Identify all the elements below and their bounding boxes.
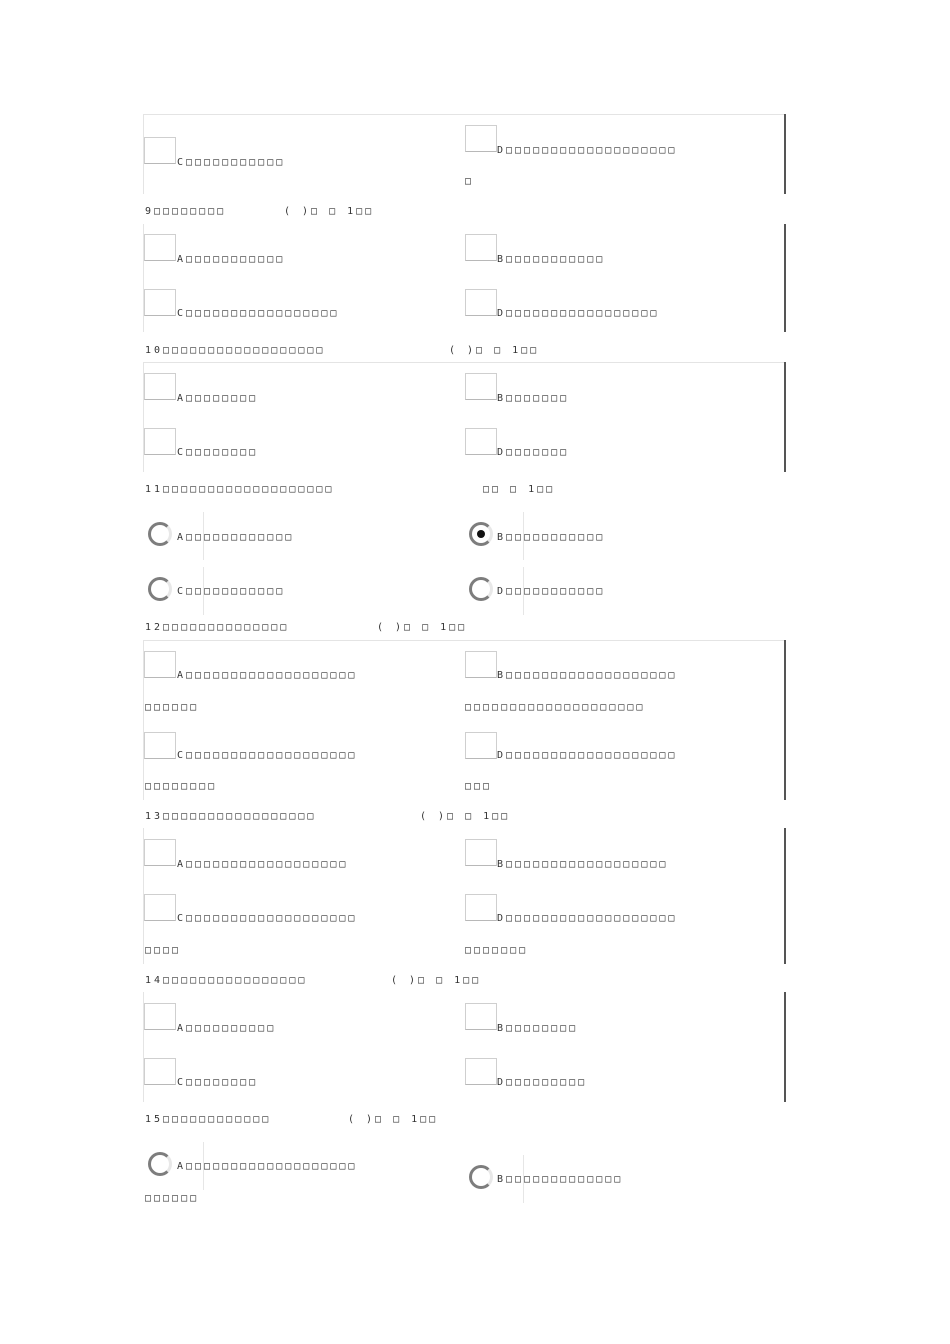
q14-option-a-checkbox[interactable] [144,1003,176,1030]
q11-option-a-radio[interactable] [148,522,172,546]
q15-option-a-radio[interactable] [148,1152,172,1176]
q12-option-d-checkbox[interactable] [465,732,497,759]
q15-option-a-label-line1: A□□□□□□□□□□□□□□□□□□□ [177,1161,358,1172]
q11-points: □□ □ 1□□ [483,484,556,495]
q13-option-c-label-line2: □□□□ [145,945,182,956]
q10-top-rule [143,362,785,363]
q14-question-text: 14□□□□□□□□□□□□□□□□ [145,975,308,986]
q11-option-a-label: A□□□□□□□□□□□□ [177,532,295,543]
q13-option-c-label-line1: C□□□□□□□□□□□□□□□□□□□ [177,913,358,924]
q15-question-text: 15□□□□□□□□□□□□ [145,1114,272,1125]
q15-option-a-label-line2: □□□□□□ [145,1193,200,1204]
q11-option-d-radio[interactable] [469,577,493,601]
q12-option-c-label-line1: C□□□□□□□□□□□□□□□□□□□ [177,750,358,761]
q9-option-d-checkbox[interactable] [465,289,497,316]
q9-points: ( )□ □ 1□□ [284,206,375,217]
q12-option-b-label-line1: B□□□□□□□□□□□□□□□□□□□ [497,670,678,681]
q11-option-b-radio[interactable] [469,522,493,546]
q11-option-b-label: B□□□□□□□□□□□ [497,532,606,543]
q10-option-c-label: C□□□□□□□□ [177,447,259,458]
q9-question-text: 9□□□□□□□□ [145,206,227,217]
q9-option-a-checkbox[interactable] [144,234,176,261]
q9-option-b-checkbox[interactable] [465,234,497,261]
q8-option-c-checkbox[interactable] [144,137,176,164]
q14-option-c-label: C□□□□□□□□ [177,1077,259,1088]
q13-option-d-checkbox[interactable] [465,894,497,921]
q13-option-d-label-line1: D□□□□□□□□□□□□□□□□□□□ [497,913,678,924]
q12-question-text: 12□□□□□□□□□□□□□□ [145,622,290,633]
q12-option-a-label-line1: A□□□□□□□□□□□□□□□□□□□ [177,670,358,681]
q10-option-d-checkbox[interactable] [465,428,497,455]
q9-option-d-label: D□□□□□□□□□□□□□□□□□ [497,308,660,319]
q15-option-b-label: B□□□□□□□□□□□□□ [497,1174,624,1185]
q13-option-c-checkbox[interactable] [144,894,176,921]
q13-option-a-checkbox[interactable] [144,839,176,866]
q8-option-d-checkbox[interactable] [465,125,497,152]
q14-option-c-checkbox[interactable] [144,1058,176,1085]
q10-option-b-label: B□□□□□□□ [497,393,570,404]
q12-points: ( )□ □ 1□□ [377,622,468,633]
q14-points: ( )□ □ 1□□ [391,975,482,986]
q9-option-c-label: C□□□□□□□□□□□□□□□□□ [177,308,340,319]
q9-option-b-label: B□□□□□□□□□□□ [497,254,606,265]
q10-right-rule [784,362,786,472]
q12-option-a-label-line2: □□□□□□ [145,702,200,713]
q12-option-a-checkbox[interactable] [144,651,176,678]
q9-right-rule [784,224,786,332]
q10-option-b-checkbox[interactable] [465,373,497,400]
q10-option-a-checkbox[interactable] [144,373,176,400]
q11-question-text: 11□□□□□□□□□□□□□□□□□□□ [145,484,335,495]
q10-points: ( )□ □ 1□□ [449,345,540,356]
q10-option-d-label: D□□□□□□□ [497,447,570,458]
q15-option-b-radio[interactable] [469,1165,493,1189]
q14-right-rule [784,992,786,1102]
q15-points: ( )□ □ 1□□ [348,1114,439,1125]
q8-option-c-label: C□□□□□□□□□□□ [177,157,286,168]
q12-option-b-checkbox[interactable] [465,651,497,678]
q10-question-text: 10□□□□□□□□□□□□□□□□□□ [145,345,326,356]
q13-question-text: 13□□□□□□□□□□□□□□□□□ [145,811,317,822]
q10-option-c-checkbox[interactable] [144,428,176,455]
q14-option-b-label: B□□□□□□□□ [497,1023,579,1034]
q12-top-rule [143,640,785,641]
q12-option-d-label-line2: □□□ [465,781,493,792]
q8-top-rule [143,114,785,115]
q12-option-c-label-line2: □□□□□□□□ [145,781,218,792]
q8-right-rule [784,114,786,194]
q8-option-d-label-line2: □ [465,176,475,187]
q13-option-b-label: B□□□□□□□□□□□□□□□□□□ [497,859,669,870]
q14-option-a-label: A□□□□□□□□□□ [177,1023,277,1034]
q11-option-c-label: C□□□□□□□□□□□ [177,586,286,597]
q11-option-d-label: D□□□□□□□□□□□ [497,586,606,597]
q8-option-d-label-line1: D□□□□□□□□□□□□□□□□□□□ [497,145,678,156]
q13-option-b-checkbox[interactable] [465,839,497,866]
q14-option-d-checkbox[interactable] [465,1058,497,1085]
q13-option-d-label-line2: □□□□□□□ [465,945,529,956]
q12-right-rule [784,640,786,800]
q14-option-b-checkbox[interactable] [465,1003,497,1030]
q12-option-c-checkbox[interactable] [144,732,176,759]
q12-option-d-label-line1: D□□□□□□□□□□□□□□□□□□□ [497,750,678,761]
q13-option-a-label: A□□□□□□□□□□□□□□□□□□ [177,859,349,870]
q9-option-c-checkbox[interactable] [144,289,176,316]
q14-option-d-label: D□□□□□□□□□ [497,1077,588,1088]
q12-option-b-label-line2: □□□□□□□□□□□□□□□□□□□□ [465,702,646,713]
q13-points: ( )□ □ 1□□ [420,811,511,822]
q10-option-a-label: A□□□□□□□□ [177,393,259,404]
q11-option-c-radio[interactable] [148,577,172,601]
q13-right-rule [784,828,786,964]
q9-option-a-label: A□□□□□□□□□□□ [177,254,286,265]
